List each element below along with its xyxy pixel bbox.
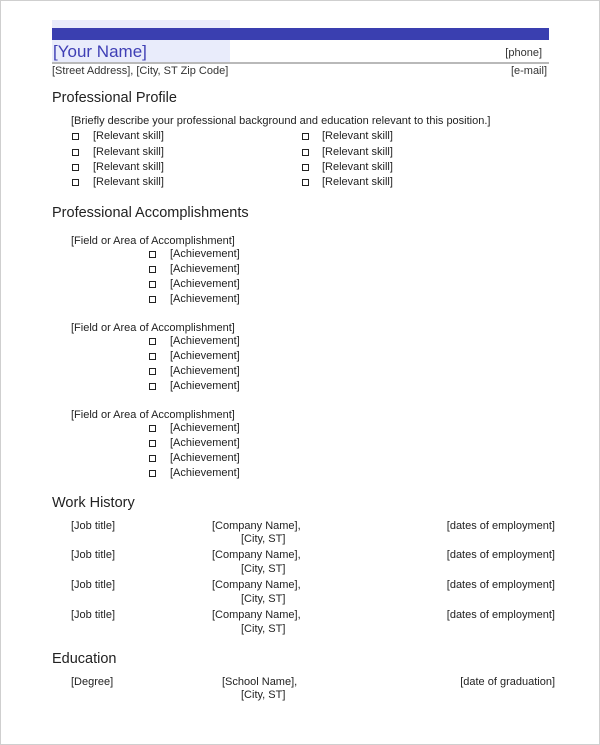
employment-dates: [dates of employment]	[446, 609, 555, 621]
job-title: [Job title]	[71, 609, 116, 621]
company-location: [City, ST]	[241, 563, 286, 575]
list-item: [Relevant skill]	[93, 130, 164, 142]
list-item: [Relevant skill]	[93, 176, 164, 188]
bullet-icon	[302, 179, 309, 186]
bullet-icon	[149, 383, 156, 390]
bullet-icon	[149, 353, 156, 360]
company-location: [City, ST]	[241, 593, 286, 605]
list-item: [Relevant skill]	[93, 161, 164, 173]
achievement-item: [Achievement]	[170, 437, 240, 449]
achievement-item: [Achievement]	[170, 380, 240, 392]
company-name: [Company Name],	[212, 520, 301, 532]
bullet-icon	[302, 149, 309, 156]
achievement-item: [Achievement]	[170, 293, 240, 305]
list-item: [Relevant skill]	[322, 146, 393, 158]
achievement-item: [Achievement]	[170, 365, 240, 377]
company-name: [Company Name],	[212, 579, 301, 591]
achievement-item: [Achievement]	[170, 452, 240, 464]
section-heading-accomplishments: Professional Accomplishments	[52, 205, 249, 221]
graduation-date: [date of graduation]	[460, 676, 555, 688]
company-name: [Company Name],	[212, 609, 301, 621]
degree: [Degree]	[71, 676, 114, 688]
achievement-item: [Achievement]	[170, 350, 240, 362]
achievement-item: [Achievement]	[170, 263, 240, 275]
bullet-icon	[149, 368, 156, 375]
section-heading-profile: Professional Profile	[52, 90, 177, 106]
employment-dates: [dates of employment]	[446, 549, 555, 561]
list-item: [Relevant skill]	[322, 176, 393, 188]
street-address: [Street Address], [City, ST Zip Code]	[52, 65, 229, 77]
bullet-icon	[302, 164, 309, 171]
job-title: [Job title]	[71, 579, 116, 591]
achievement-item: [Achievement]	[170, 467, 240, 479]
bullet-icon	[149, 296, 156, 303]
achievement-item: [Achievement]	[170, 335, 240, 347]
bullet-icon	[149, 470, 156, 477]
header-bar	[52, 28, 549, 40]
achievement-item: [Achievement]	[170, 248, 240, 260]
bullet-icon	[149, 440, 156, 447]
bullet-icon	[149, 251, 156, 258]
accomplishment-field: [Field or Area of Accomplishment]	[71, 409, 235, 421]
employment-dates: [dates of employment]	[446, 579, 555, 591]
section-heading-work-history: Work History	[52, 495, 135, 511]
phone: [phone]	[505, 47, 542, 59]
bullet-icon	[149, 281, 156, 288]
list-item: [Relevant skill]	[322, 161, 393, 173]
bullet-icon	[72, 179, 79, 186]
company-location: [City, ST]	[241, 533, 286, 545]
accomplishment-field: [Field or Area of Accomplishment]	[71, 322, 235, 334]
bullet-icon	[149, 338, 156, 345]
bullet-icon	[72, 164, 79, 171]
job-title: [Job title]	[71, 549, 116, 561]
achievement-item: [Achievement]	[170, 422, 240, 434]
company-name: [Company Name],	[212, 549, 301, 561]
bullet-icon	[72, 149, 79, 156]
header-rule	[52, 62, 549, 64]
job-title: [Job title]	[71, 520, 116, 532]
bullet-icon	[149, 455, 156, 462]
bullet-icon	[149, 266, 156, 273]
achievement-item: [Achievement]	[170, 278, 240, 290]
list-item: [Relevant skill]	[93, 146, 164, 158]
employment-dates: [dates of employment]	[446, 520, 555, 532]
bullet-icon	[149, 425, 156, 432]
profile-description: [Briefly describe your professional background and education relevant to this position.]	[71, 115, 491, 127]
resume-name: [Your Name]	[53, 42, 147, 61]
list-item: [Relevant skill]	[322, 130, 393, 142]
bullet-icon	[72, 133, 79, 140]
section-heading-education: Education	[52, 651, 117, 667]
email: [e-mail]	[510, 65, 547, 77]
accomplishment-field: [Field or Area of Accomplishment]	[71, 235, 235, 247]
school-location: [City, ST]	[241, 689, 286, 701]
company-location: [City, ST]	[241, 623, 286, 635]
school-name: [School Name],	[222, 676, 298, 688]
bullet-icon	[302, 133, 309, 140]
